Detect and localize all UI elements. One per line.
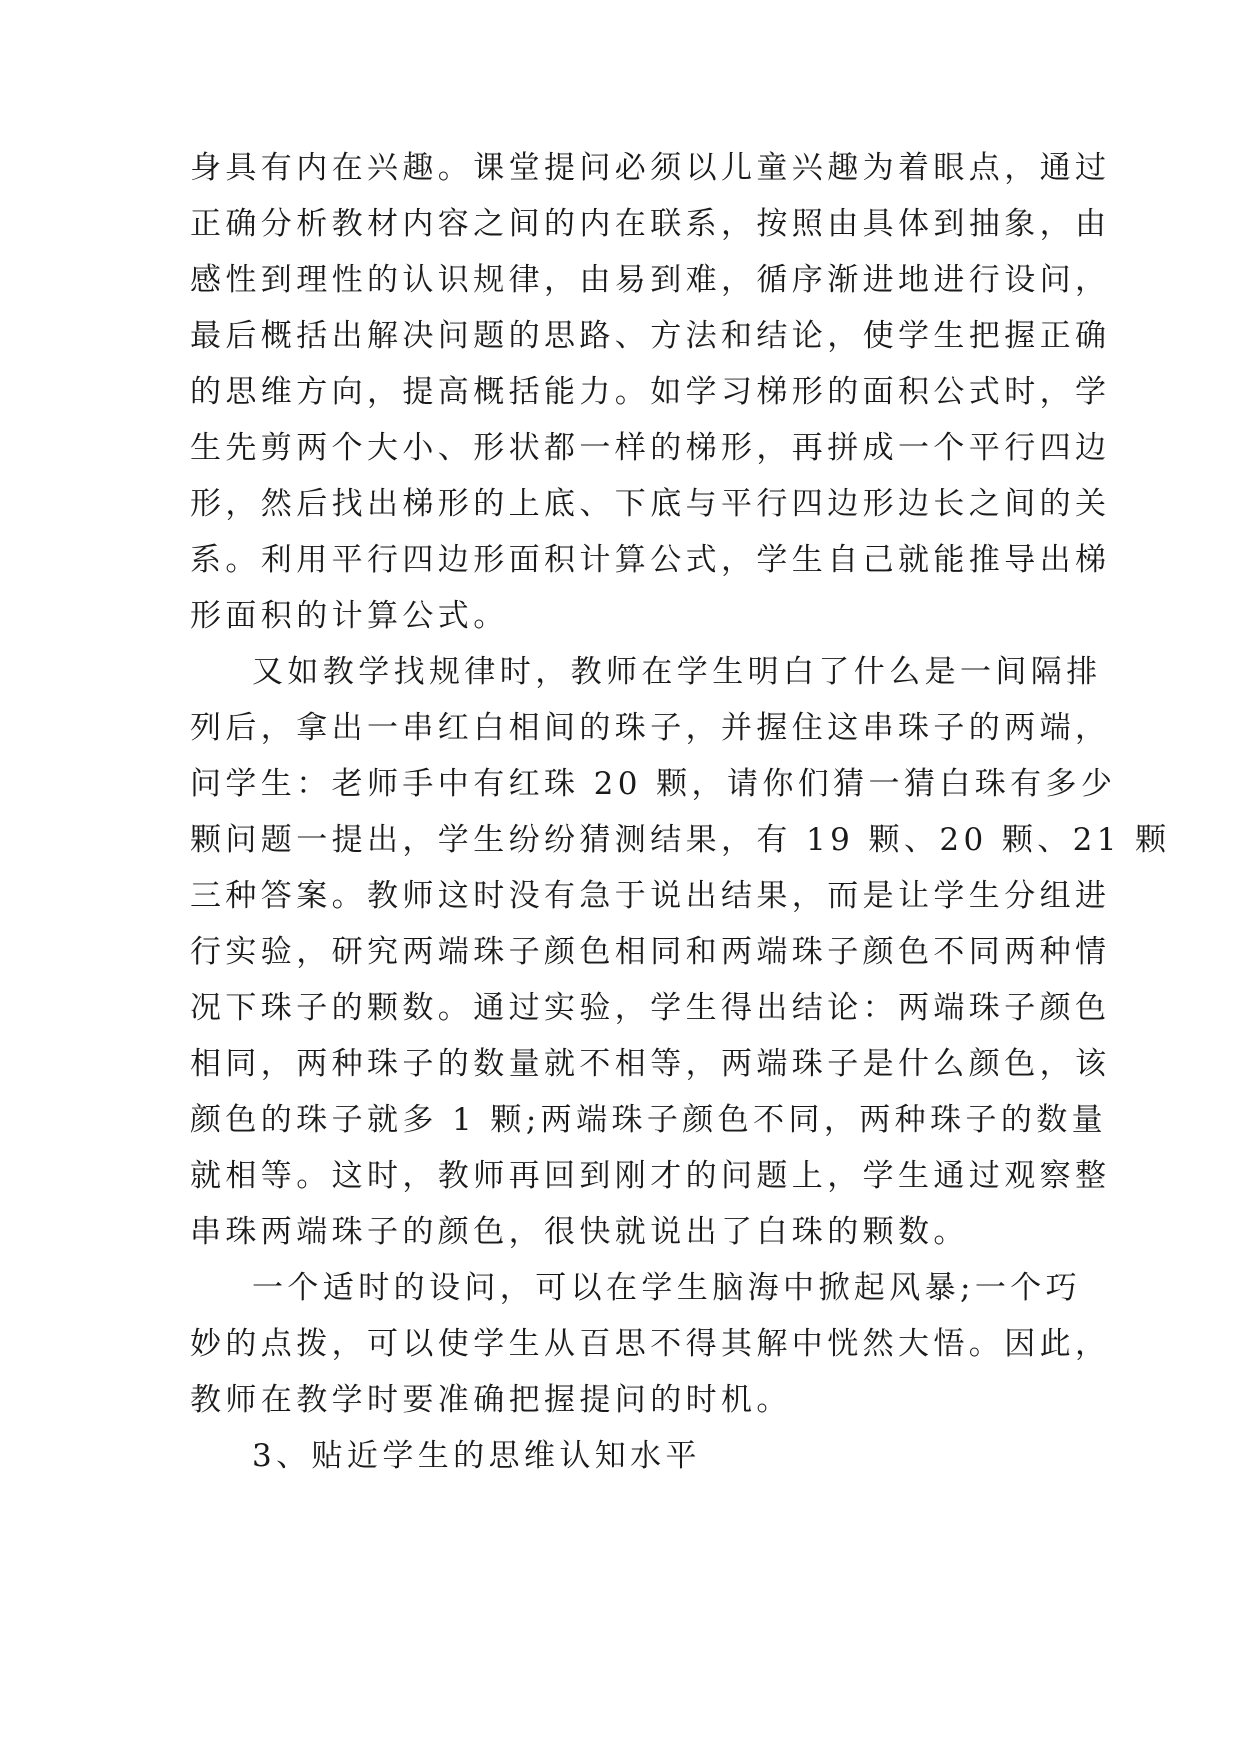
text-line: 妙的点拨，可以使学生从百思不得其解中恍然大悟。因此，	[190, 1326, 1111, 1362]
text-line: 就相等。这时，教师再回到刚才的问题上，学生通过观察整	[190, 1158, 1111, 1194]
text-line: 颗问题一提出，学生纷纷猜测结果，有 19 颗、20 颗、21 颗	[190, 822, 1171, 858]
text-line: 正确分析教材内容之间的内在联系，按照由具体到抽象，由	[190, 206, 1111, 242]
text-line: 系。利用平行四边形面积计算公式，学生自己就能推导出梯	[190, 542, 1111, 578]
text-line: 最后概括出解决问题的思路、方法和结论，使学生把握正确	[190, 318, 1111, 354]
paragraph-start-line: 一个适时的设问，可以在学生脑海中掀起风暴;一个巧	[252, 1270, 1082, 1306]
text-line: 形面积的计算公式。	[190, 598, 509, 634]
text-line: 颜色的珠子就多 1 颗;两端珠子颜色不同，两种珠子的数量	[190, 1102, 1108, 1138]
text-line: 教师在教学时要准确把握提问的时机。	[190, 1382, 792, 1418]
text-line: 的思维方向，提高概括能力。如学习梯形的面积公式时，学	[190, 374, 1111, 410]
section-heading: 3、贴近学生的思维认知水平	[252, 1438, 701, 1474]
text-line: 三种答案。教师这时没有急于说出结果，而是让学生分组进	[190, 878, 1111, 914]
text-line: 相同，两种珠子的数量就不相等，两端珠子是什么颜色，该	[190, 1046, 1111, 1082]
text-line: 感性到理性的认识规律，由易到难，循序渐进地进行设问，	[190, 262, 1111, 298]
paragraph-start-line: 又如教学找规律时，教师在学生明白了什么是一间隔排	[252, 654, 1102, 690]
text-line: 问学生：老师手中有红珠 20 颗，请你们猜一猜白珠有多少	[190, 766, 1117, 802]
text-line: 串珠两端珠子的颜色，很快就说出了白珠的颗数。	[190, 1214, 969, 1250]
text-line: 列后，拿出一串红白相间的珠子，并握住这串珠子的两端，	[190, 710, 1111, 746]
text-line: 身具有内在兴趣。课堂提问必须以儿童兴趣为着眼点，通过	[190, 150, 1111, 186]
text-line: 行实验，研究两端珠子颜色相同和两端珠子颜色不同两种情	[190, 934, 1111, 970]
text-line: 形，然后找出梯形的上底、下底与平行四边形边长之间的关	[190, 486, 1111, 522]
text-line: 况下珠子的颗数。通过实验，学生得出结论：两端珠子颜色	[190, 990, 1111, 1026]
text-line: 生先剪两个大小、形状都一样的梯形，再拼成一个平行四边	[190, 430, 1111, 466]
